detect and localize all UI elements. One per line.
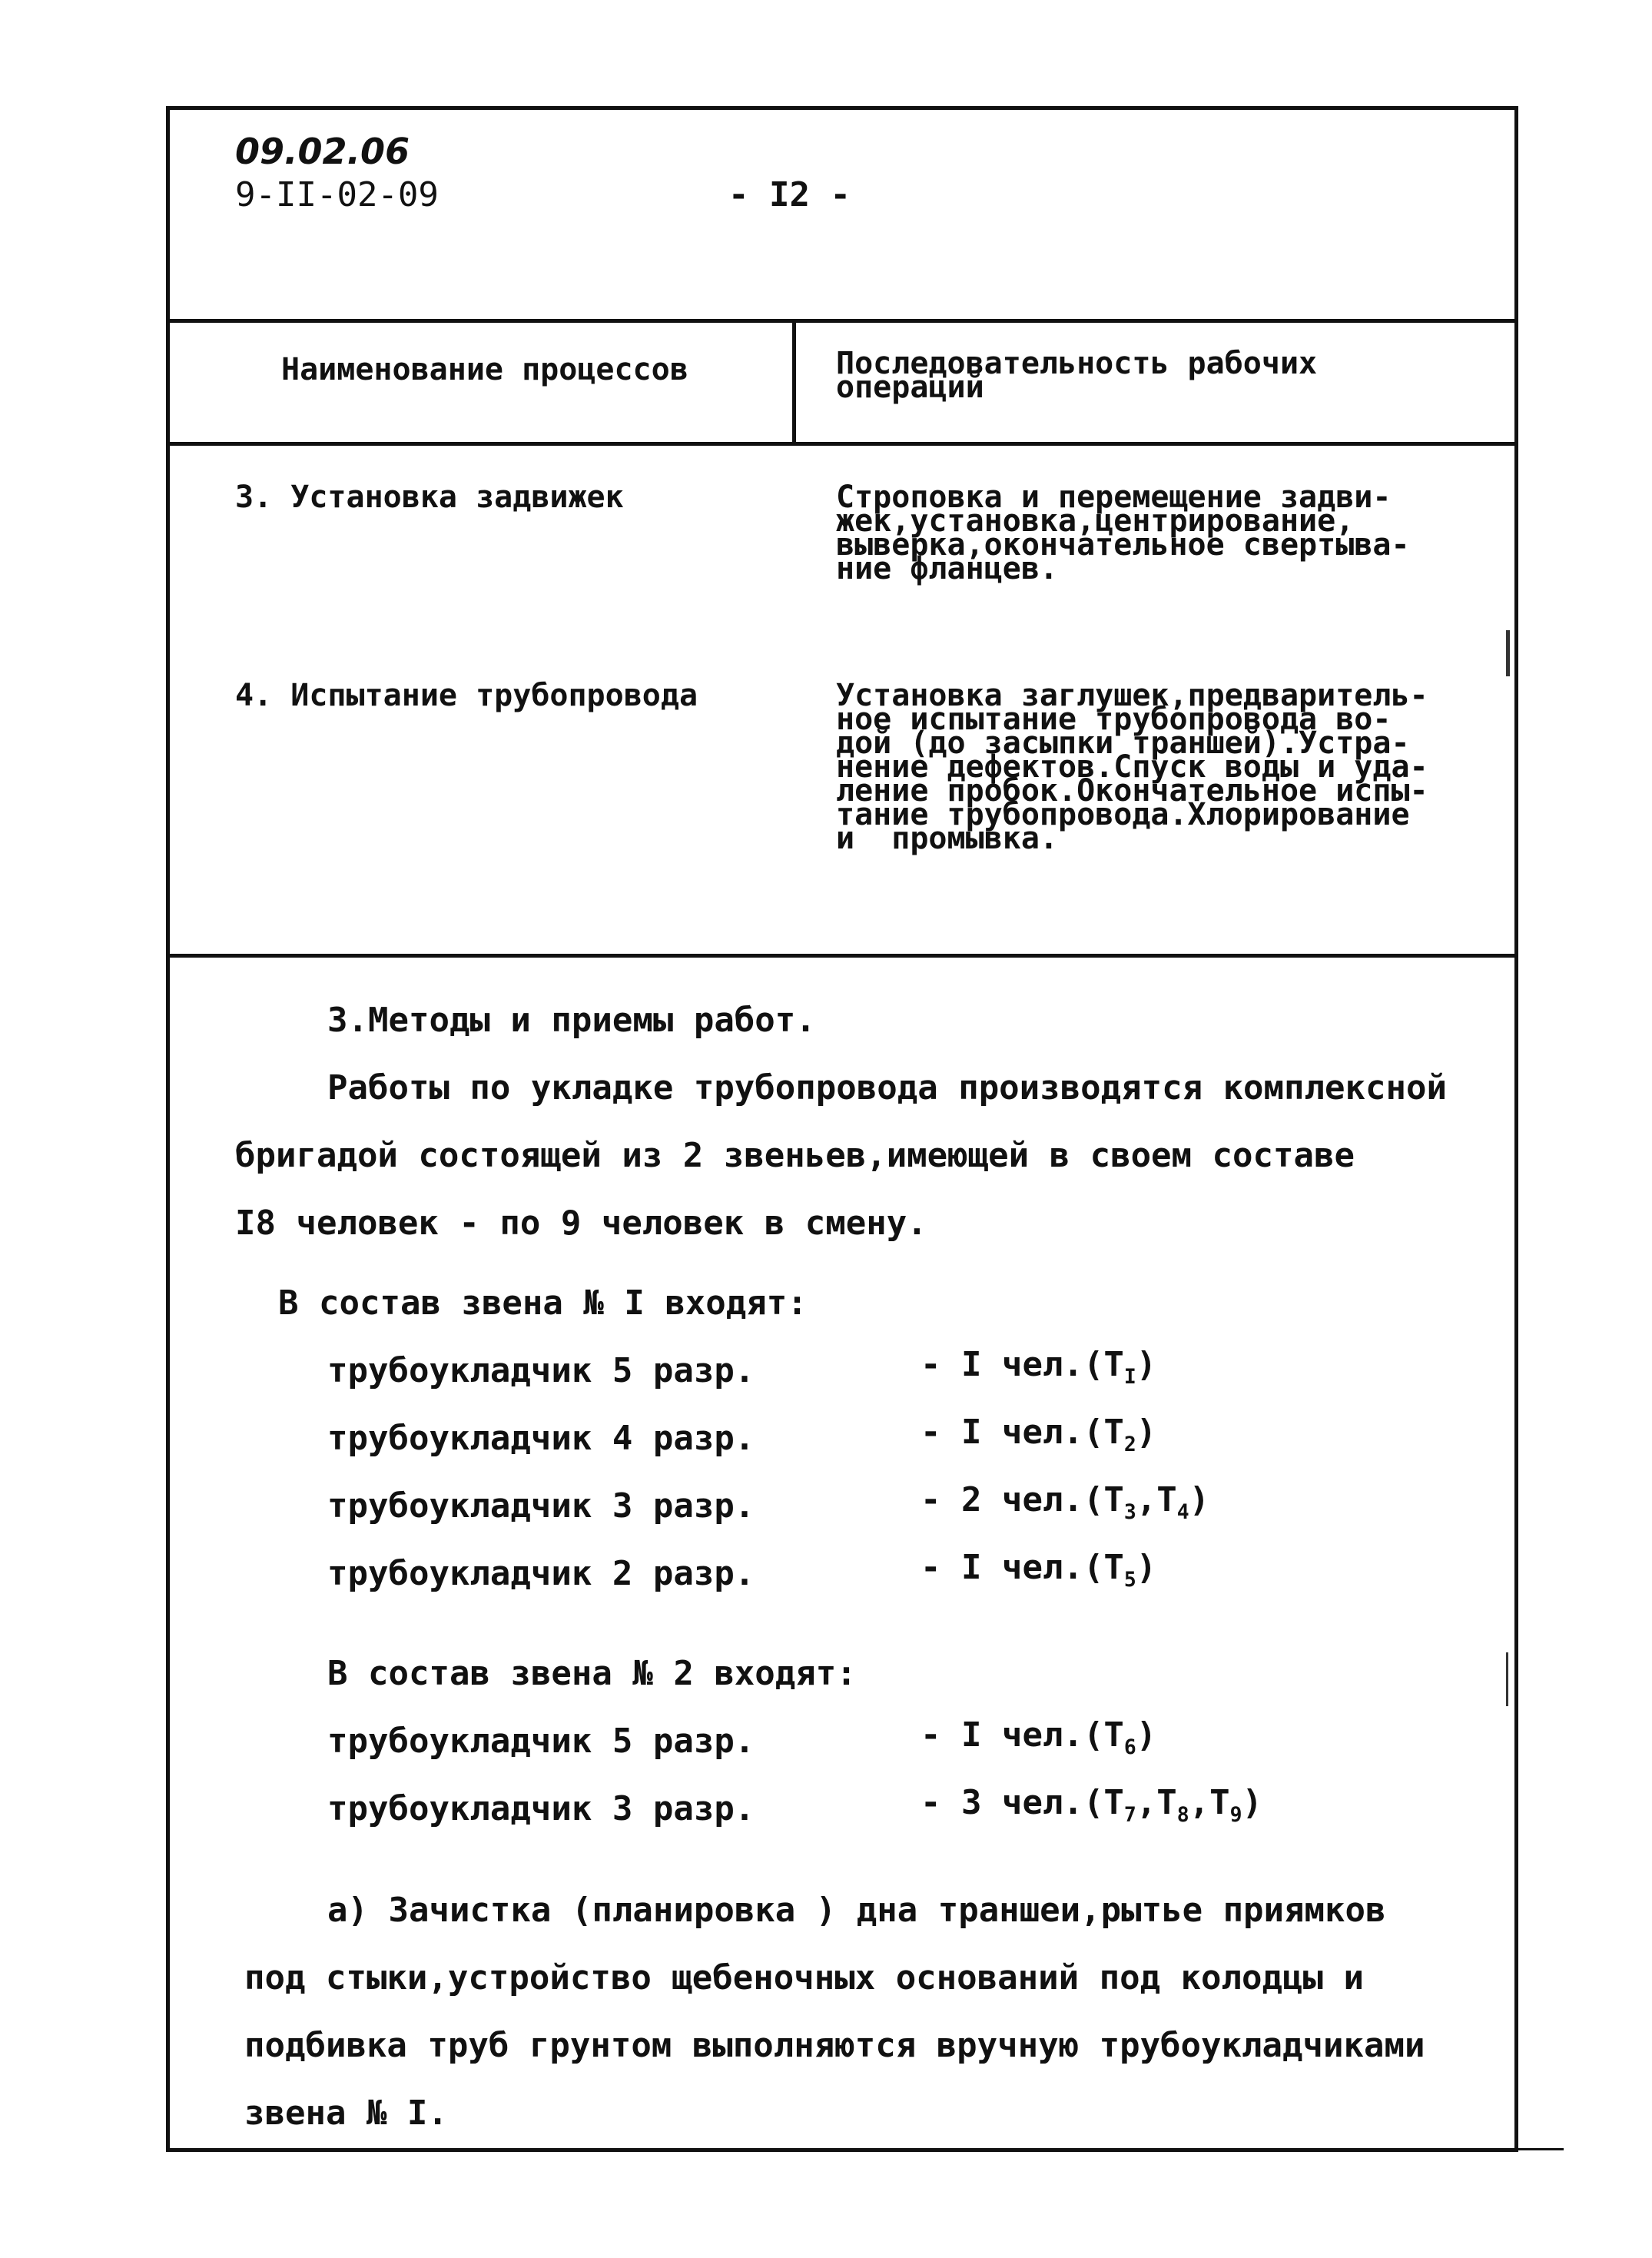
team-member-count: - 3 $чел.(T_7,T_8,T_9)$ — [921, 1783, 1263, 1827]
team-member-role: трубоукладчик 3 разр. — [327, 1789, 755, 1828]
frame-bottom-extension — [1518, 2148, 1564, 2150]
process-row-4-operations: Установка заглушек,предваритель- ное испытание трубопровода во- дой (до засыпки траншей).Устра- нение дефектов.Спуск воды и уда- ление пробок.Окончательное испы- тание трубопровода.Хлорирование и промывка. — [836, 678, 1428, 856]
table-header-operations: Последовательность рабочих операций — [836, 346, 1318, 405]
table-header-divider — [170, 442, 1514, 446]
process-row-4-name: 4. Испытание трубопровода — [235, 678, 698, 713]
header-divider — [170, 319, 1514, 323]
table-header-column-divider — [792, 319, 796, 442]
scan-artifact — [1506, 630, 1510, 676]
process-row-3-name: 3. Установка задвижек — [235, 480, 624, 515]
team-member-role: трубоукладчик 5 разр. — [327, 1351, 755, 1390]
handwritten-date: 09.02.06 — [235, 131, 410, 172]
paragraph-line: а) Зачистка (планировка ) дна траншеи,рытье приямков — [327, 1891, 1386, 1930]
team-member-role: трубоукладчик 3 разр. — [327, 1486, 755, 1526]
paragraph-line: звена № I. — [244, 2094, 448, 2133]
table-bottom-divider — [170, 954, 1514, 958]
team-member-count: - I $чел.(T_6)$ — [921, 1715, 1157, 1759]
section-heading: 3.Методы и приемы работ. — [327, 1001, 816, 1040]
team-member-role: трубоукладчик 5 разр. — [327, 1722, 755, 1761]
scan-artifact — [1506, 1652, 1508, 1706]
paragraph-line: под стыки,устройство щебеночных оснований под колодцы и — [244, 1958, 1364, 1997]
team-member-role: трубоукладчик 2 разр. — [327, 1554, 755, 1593]
paragraph-line: подбивка труб грунтом выполняются вручную трубоукладчиками — [244, 2026, 1425, 2065]
paragraph-line: I8 человек - по 9 человек в смену. — [235, 1204, 927, 1243]
page-number: - I2 - — [728, 175, 851, 214]
paragraph-line: Работы по укладке трубопровода производятся комплексной — [327, 1068, 1447, 1107]
team-member-count: - I $чел.(T_5)$ — [921, 1548, 1157, 1592]
table-header-processes: Наименование процессов — [281, 352, 688, 387]
process-row-3-operations: Строповка и перемещение задви- жек,установка,центрирование, выверка,окончательное свертыва- ние фланцев. — [836, 480, 1410, 586]
page-frame — [166, 106, 1518, 2152]
paragraph-line: бригадой состоящей из 2 звеньев,имеющей в своем составе — [235, 1136, 1355, 1175]
team-2-title: В состав звена № 2 входят: — [327, 1654, 857, 1693]
document-code: 9-II-02-09 — [235, 175, 439, 214]
team-member-count: - I $чел.(T_2)$ — [921, 1413, 1157, 1456]
team-member-count: - 2 $чел.(T_3,T_4)$ — [921, 1480, 1210, 1524]
team-member-count: - I $чел.(T_I)$ — [921, 1345, 1157, 1389]
team-1-title: В состав звена № I входят: — [278, 1283, 808, 1323]
team-member-role: трубоукладчик 4 разр. — [327, 1419, 755, 1458]
